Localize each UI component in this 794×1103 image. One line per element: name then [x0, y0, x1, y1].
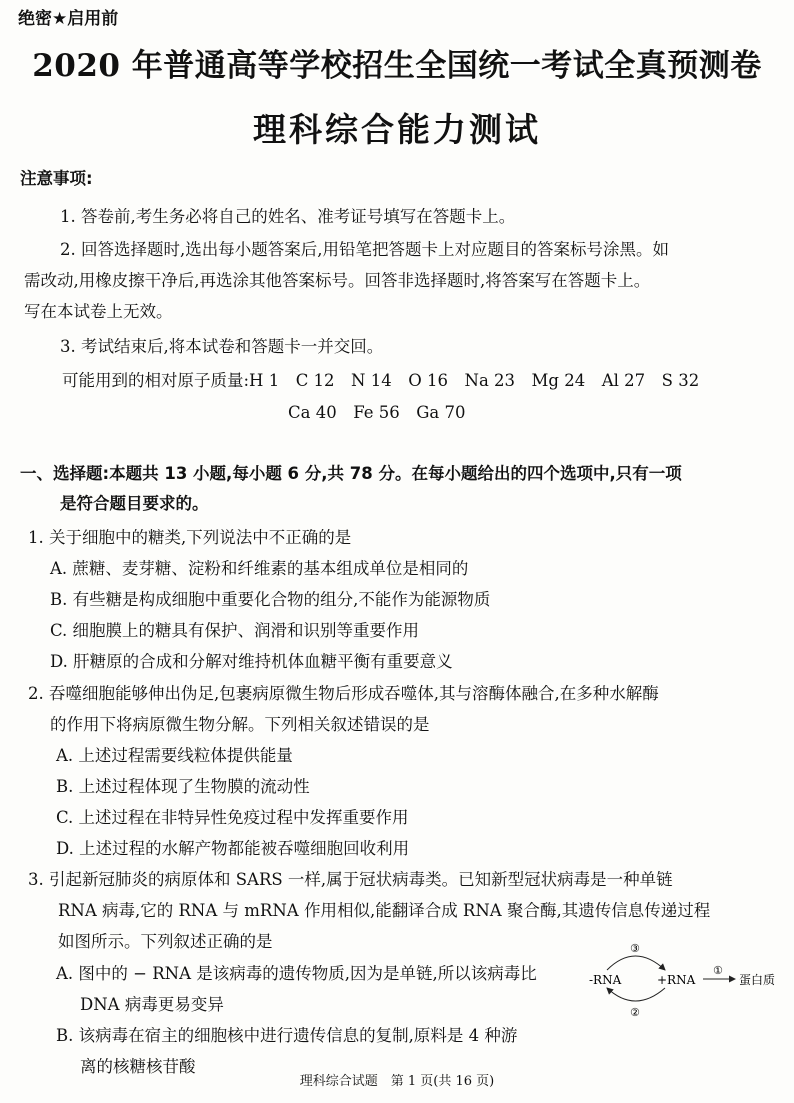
arrow-step-2	[607, 988, 665, 1001]
note-item-2-line-3: 写在本试卷上无效。	[24, 302, 173, 321]
question-2-option-a: A. 上述过程需要线粒体提供能量	[56, 746, 293, 765]
question-2-option-b: B. 上述过程体现了生物膜的流动性	[56, 777, 310, 796]
question-3-stem-line-2: RNA 病毒,它的 RNA 与 mRNA 作用相似,能翻译合成 RNA 聚合酶,其遗传信息传递过程	[58, 901, 711, 920]
question-1-option-b: B. 有些糖是构成细胞中重要化合物的组分,不能作为能源物质	[50, 590, 491, 609]
question-2-stem-line-2: 的作用下将病原微生物分解。下列相关叙述错误的是	[50, 715, 430, 734]
confidential-label: 绝密★启用前	[18, 9, 119, 29]
section-1-heading-line-1: 一、选择题:本题共 13 小题,每小题 6 分,共 78 分。在每小题给出的四个选项中,只有一项	[20, 464, 682, 483]
note-item-2-line-1: 2. 回答选择题时,选出每小题答案后,用铅笔把答题卡上对应题目的答案标号涂黑。如	[60, 240, 669, 259]
exam-title: 2020 年普通高等学校招生全国统一考试全真预测卷	[32, 48, 762, 84]
plus-rna-label: +RNA	[657, 973, 696, 987]
atomic-masses-line-1: 可能用到的相对原子质量:H 1 C 12 N 14 O 16 Na 23 Mg 24 Al 27 S 32	[62, 371, 700, 390]
step-1-label: ①	[713, 964, 723, 977]
atomic-masses-line-2: Ca 40 Fe 56 Ga 70	[288, 403, 466, 422]
note-item-2-line-2: 需改动,用橡皮擦干净后,再选涂其他答案标号。回答非选择题时,将答案写在答题卡上。	[24, 271, 651, 290]
minus-rna-label: -RNA	[589, 973, 622, 987]
notes-heading: 注意事项:	[20, 169, 93, 188]
question-1-option-c: C. 细胞膜上的糖具有保护、润滑和识别等重要作用	[50, 621, 420, 640]
question-3-stem-line-3: 如图所示。下列叙述正确的是	[58, 932, 273, 951]
question-3-option-a-line-2: DNA 病毒更易变异	[80, 995, 224, 1014]
question-3-option-a-line-1: A. 图中的 − RNA 是该病毒的遗传物质,因为是单链,所以该病毒比	[56, 964, 537, 983]
page-footer: 理科综合试题 第 1 页(共 16 页)	[299, 1074, 495, 1089]
note-item-3: 3. 考试结束后,将本试卷和答题卡一并交回。	[60, 337, 384, 356]
arrow-step-3	[607, 956, 665, 970]
step-3-label: ③	[630, 942, 640, 955]
question-3-stem-line-1: 3. 引起新冠肺炎的病原体和 SARS 一样,属于冠状病毒类。已知新型冠状病毒是一种单链	[28, 870, 673, 889]
question-3-option-b-line-1: B. 该病毒在宿主的细胞核中进行遗传信息的复制,原料是 4 种游	[56, 1026, 518, 1045]
section-1-heading-line-2: 是符合题目要求的。	[60, 494, 209, 513]
step-2-label: ②	[630, 1006, 640, 1019]
question-2-option-d: D. 上述过程的水解产物都能被吞噬细胞回收利用	[56, 839, 410, 858]
question-3-option-b-line-2: 离的核糖核苷酸	[80, 1057, 196, 1076]
exam-subtitle: 理科综合能力测试	[253, 110, 541, 149]
question-2-option-c: C. 上述过程在非特异性免疫过程中发挥重要作用	[56, 808, 409, 827]
protein-label: 蛋白质	[739, 973, 776, 987]
question-2-stem-line-1: 2. 吞噬细胞能够伸出伪足,包裹病原微生物后形成吞噬体,其与溶酶体融合,在多种水解酶	[28, 684, 659, 703]
question-1-stem: 1. 关于细胞中的糖类,下列说法中不正确的是	[28, 528, 352, 547]
note-item-1: 1. 答卷前,考生务必将自己的姓名、准考证号填写在答题卡上。	[60, 207, 516, 226]
genetic-information-flow-diagram	[585, 940, 785, 1020]
question-1-option-d: D. 肝糖原的合成和分解对维持机体血糖平衡有重要意义	[50, 652, 453, 671]
question-1-option-a: A. 蔗糖、麦芽糖、淀粉和纤维素的基本组成单位是相同的	[50, 559, 469, 578]
